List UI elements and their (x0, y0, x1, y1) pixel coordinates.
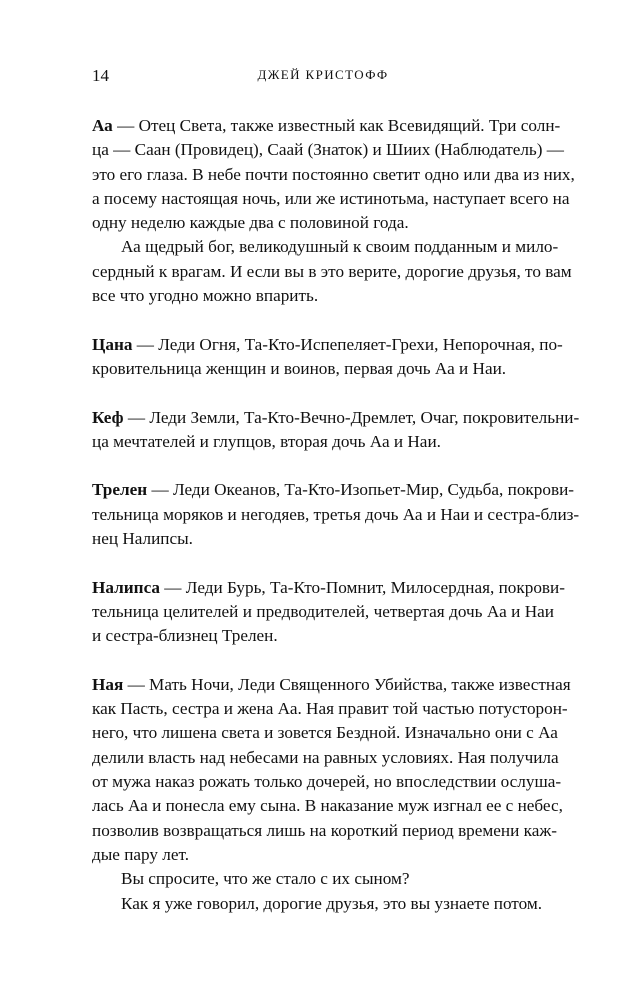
text-line: ца — Саан (Провидец), Саай (Знаток) и Шиих (Наблюдатель) — (92, 140, 564, 160)
text-line: лась Аа и понесла ему сына. В наказание муж изгнал ее с небес, (92, 796, 563, 816)
text-line: это его глаза. В небе почти постоянно светит одно или два из них, (92, 164, 575, 184)
glossary-entry-kef (92, 406, 580, 455)
text-line (92, 576, 565, 600)
text-line: тельница моряков и негодяев, третья дочь Аа и Наи и сестра-близ- (92, 504, 580, 524)
entry-spacer (92, 381, 554, 405)
entry-spacer (92, 454, 554, 478)
text-line: ца мечтателей и глупцов, вторая дочь Аа и Наи. (92, 431, 441, 451)
text-line (92, 673, 571, 697)
text-line: сердный к врагам. И если вы в это верите, дорогие друзья, то вам (92, 261, 572, 281)
entry-spacer (92, 308, 554, 332)
line-text: — Леди Огня, Та-Кто-Испепеляет-Грехи, Непорочная, по- (132, 334, 563, 354)
text-line: Аа щедрый бог, великодушный к своим подданным и мило- (121, 237, 559, 257)
text-line: нец Налипсы. (92, 529, 193, 549)
entry-term: Трелен (92, 480, 148, 500)
text-line: как Пасть, сестра и жена Аа. Ная правит той частью потусторон- (92, 699, 568, 719)
text-line: все что угодно можно впарить. (92, 286, 319, 306)
text-line (92, 406, 580, 430)
line-text: — Мать Ночи, Леди Священного Убийства, также известная (123, 674, 571, 694)
text-line: делили власть над небесами на равных условиях. Ная получила (92, 747, 559, 767)
glossary-entry-nalipsa (92, 576, 565, 649)
text-line: а посему настоящая ночь, или же истинотьма, наступает всего на (92, 188, 570, 208)
text-line (92, 333, 563, 357)
text-line (92, 114, 561, 138)
text-line: дые пару лет. (92, 844, 190, 864)
entry-spacer (92, 649, 554, 673)
glossary-entry-naya (92, 673, 571, 916)
line-text: — Леди Бурь, Та-Кто-Помнит, Милосердная, покрови- (160, 577, 565, 597)
text-line: от мужа наказ рожать только дочерей, но впоследствии ослуша- (92, 772, 562, 792)
text-line: и сестра-близнец Трелен. (92, 626, 278, 646)
glossary-body (92, 114, 580, 916)
entry-term: Ная (92, 674, 124, 694)
text-line: Как я уже говорил, дорогие друзья, это вы узнаете потом. (121, 893, 543, 913)
page-number: 14 (92, 66, 109, 85)
text-line: позволив возвращаться лишь на короткий период времени каж- (92, 820, 557, 840)
glossary-entry-aa (92, 114, 575, 308)
text-line: кровительница женщин и воинов, первая дочь Аа и Наи. (92, 358, 507, 378)
text-line: Вы спросите, что же стало с их сыном? (121, 869, 410, 889)
line-text: — Леди Земли, Та-Кто-Вечно-Дремлет, Очаг, покровительни- (123, 407, 580, 427)
running-head: ДЖЕЙ КРИСТОФФ (257, 67, 389, 82)
entry-spacer (92, 551, 554, 575)
text-line: одну неделю каждые два с половиной года. (92, 213, 409, 233)
line-text: — Отец Света, также известный как Всевидящий. Три солн- (112, 116, 561, 135)
entry-term: Аа (92, 116, 113, 135)
glossary-entry-tsana (92, 333, 563, 382)
glossary-entry-trelen (92, 478, 580, 551)
entry-term: Налипса (92, 577, 160, 597)
line-text: — Леди Океанов, Та-Кто-Изопьет-Мир, Судьба, покрови- (147, 480, 574, 500)
entry-term: Кеф (92, 407, 124, 427)
page-header (92, 66, 554, 88)
entry-term: Цана (92, 334, 133, 354)
text-line: тельница целителей и предводителей, четвертая дочь Аа и Наи (92, 601, 554, 621)
text-line: него, что лишена света и зовется Бездной. Изначально они с Аа (92, 723, 558, 743)
text-line (92, 478, 574, 502)
